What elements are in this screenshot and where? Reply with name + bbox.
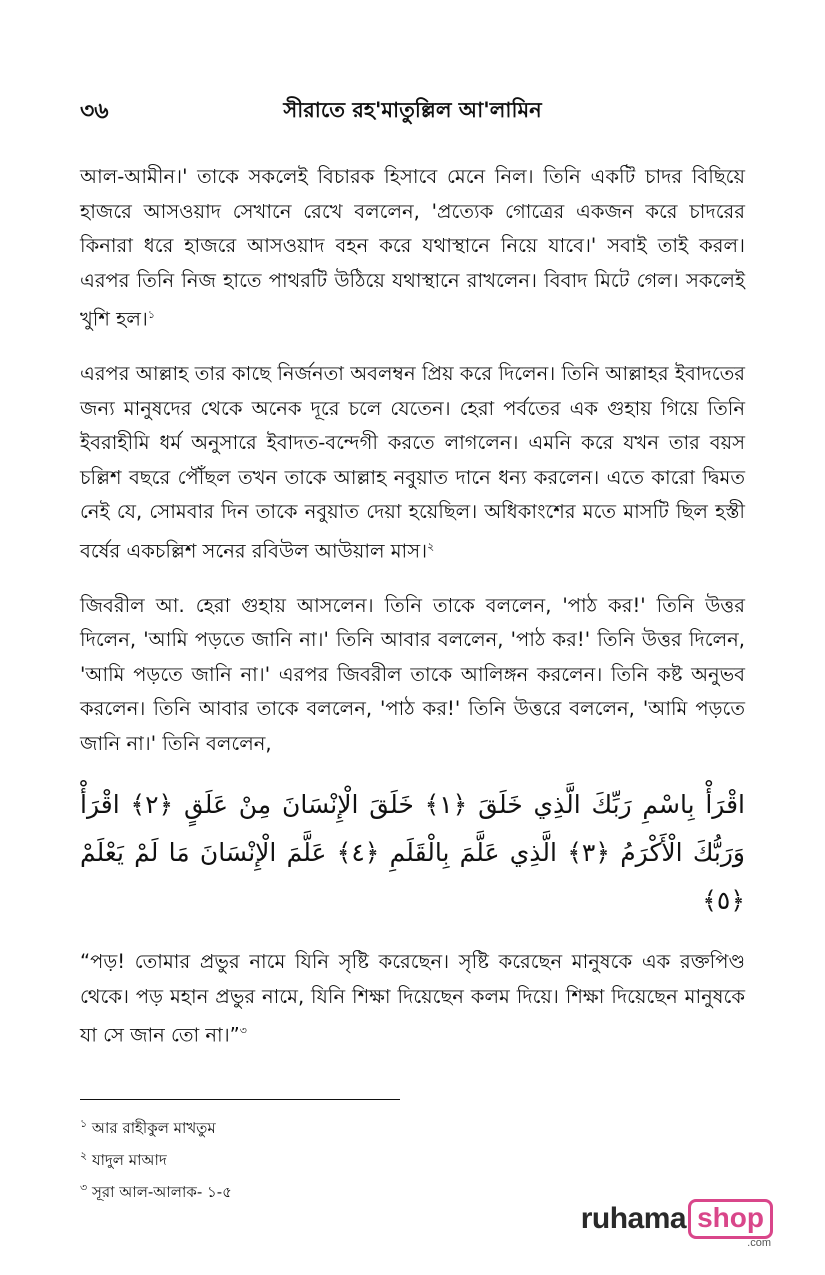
body-text	[80, 160, 745, 1073]
footnote-1-text: আর রাহীকুল মাখতুম	[91, 1119, 216, 1137]
logo-text-shop: shop	[688, 1199, 773, 1239]
footnote-ref-1: ১	[147, 308, 156, 321]
logo-text-ruhama: ruhama	[580, 1202, 687, 1235]
logo-shop-badge	[688, 1199, 773, 1249]
quran-verses: اقْرَأْ بِاسْمِ رَبِّكَ الَّذِي خَلَقَ ﴿١﴾ خَلَقَ الْإِنْسَانَ مِنْ عَلَقٍ ﴿٢﴾ اقْرَأْ وَرَبُّكَ الْأَكْرَمُ ﴿٣﴾ الَّذِي عَلَّمَ بِالْقَلَمِ ﴿٤﴾ عَلَّمَ الْإِنْسَانَ مَا لَمْ يَعْلَمْ ﴿٥﴾	[80, 790, 745, 915]
translation-text: “পড়! তোমার প্রভুর নামে যিনি সৃষ্টি করেছেন। সৃষ্টি করেছেন মানুষকে এক রক্তপিণ্ড থেকে। পড় মহান প্রভুর নামে, যিনি শিক্ষা দিয়েছেন কলম দিয়ে। শিক্ষা দিয়েছেন মানুষকে যা সে জান তো না।”	[80, 950, 745, 1047]
page-number: ৩৬	[80, 99, 109, 124]
ruhamashop-logo	[580, 1199, 773, 1249]
footnote-1	[80, 1110, 232, 1142]
footnote-2-number: ২	[80, 1149, 88, 1162]
footnotes	[80, 1110, 232, 1206]
paragraph-1-text: আল-আমীন।' তাকে সকলেই বিচারক হিসাবে মেনে নিল। তিনি একটি চাদর বিছিয়ে হাজরে আসওয়াদ সেখানে রেখে বললেন, 'প্রত্যেক গোত্রের একজন করে চাদরের কিনারা ধরে হাজরে আসওয়াদ বহন করে যথাস্থানে নিয়ে যাবে।' সবাই তাই করল। এরপর তিনি নিজ হাতে পাথরটি উঠিয়ে যথাস্থানে রাখলেন। বিবাদ মিটে গেল। সকলেই খুশি হল।	[80, 165, 745, 331]
footnote-divider	[80, 1099, 400, 1100]
page-header	[80, 94, 745, 130]
footnote-3-number: ৩	[80, 1181, 88, 1194]
footnote-ref-2: ২	[427, 539, 435, 553]
footnote-3	[80, 1174, 232, 1206]
running-title: সীরাতে রহ'মাতুল্লিল আ'লামিন	[283, 98, 542, 122]
paragraph-1	[80, 160, 745, 337]
paragraph-2-text: এরপর আল্লাহ তার কাছে নির্জনতা অবলম্বন প্রিয় করে দিলেন। তিনি আল্লাহর ইবাদতের জন্য মানুষদের থেকে অনেক দূরে চলে যেতেন। হেরা পর্বতের এক গুহায় গিয়ে তিনি ইবরাহীমি ধর্ম অনুসারে ইবাদত-বন্দেগী করতে লাগলেন। এমনি করে যখন তার বয়স চল্লিশ বছরে পৌঁছল তখন তাকে আল্লাহ নবুয়াত দানে ধন্য করলেন। এতে কারো দ্বিমত নেই যে, সোমবার দিন তাকে নবুয়াত দেয়া হয়েছিল। অধিকাংশের মতে মাসটি ছিল হস্তী বর্ষের একচল্লিশ সনের রবিউল আউয়াল মাস।	[80, 362, 745, 562]
footnote-1-number: ১	[80, 1117, 88, 1130]
footnote-ref-3: ৩	[239, 1024, 247, 1037]
paragraph-2	[80, 357, 745, 569]
footnote-2	[80, 1142, 232, 1174]
paragraph-3	[80, 589, 745, 762]
footnote-3-text: সূরা আল-আলাক- ১-৫	[91, 1183, 232, 1201]
translation-paragraph	[80, 945, 745, 1053]
paragraph-3-text: জিবরীল আ. হেরা গুহায় আসলেন। তিনি তাকে বললেন, 'পাঠ কর!' তিনি উত্তর দিলেন, 'আমি পড়তে জানি না।' তিনি আবার বললেন, 'পাঠ কর!' তিনি উত্তর দিলেন, 'আমি পড়তে জানি না।' এরপর জিবরীল তাকে আলিঙ্গন করলেন। তিনি কষ্ট অনুভব করলেন। তিনি আবার তাকে বললেন, 'পাঠ কর!' তিনি উত্তরে বললেন, 'আমি পড়তে জানি না।' তিনি বললেন,	[80, 593, 745, 755]
footnote-2-text: যাদুল মাআদ	[91, 1151, 167, 1169]
logo-text-com: .com	[747, 1237, 771, 1249]
